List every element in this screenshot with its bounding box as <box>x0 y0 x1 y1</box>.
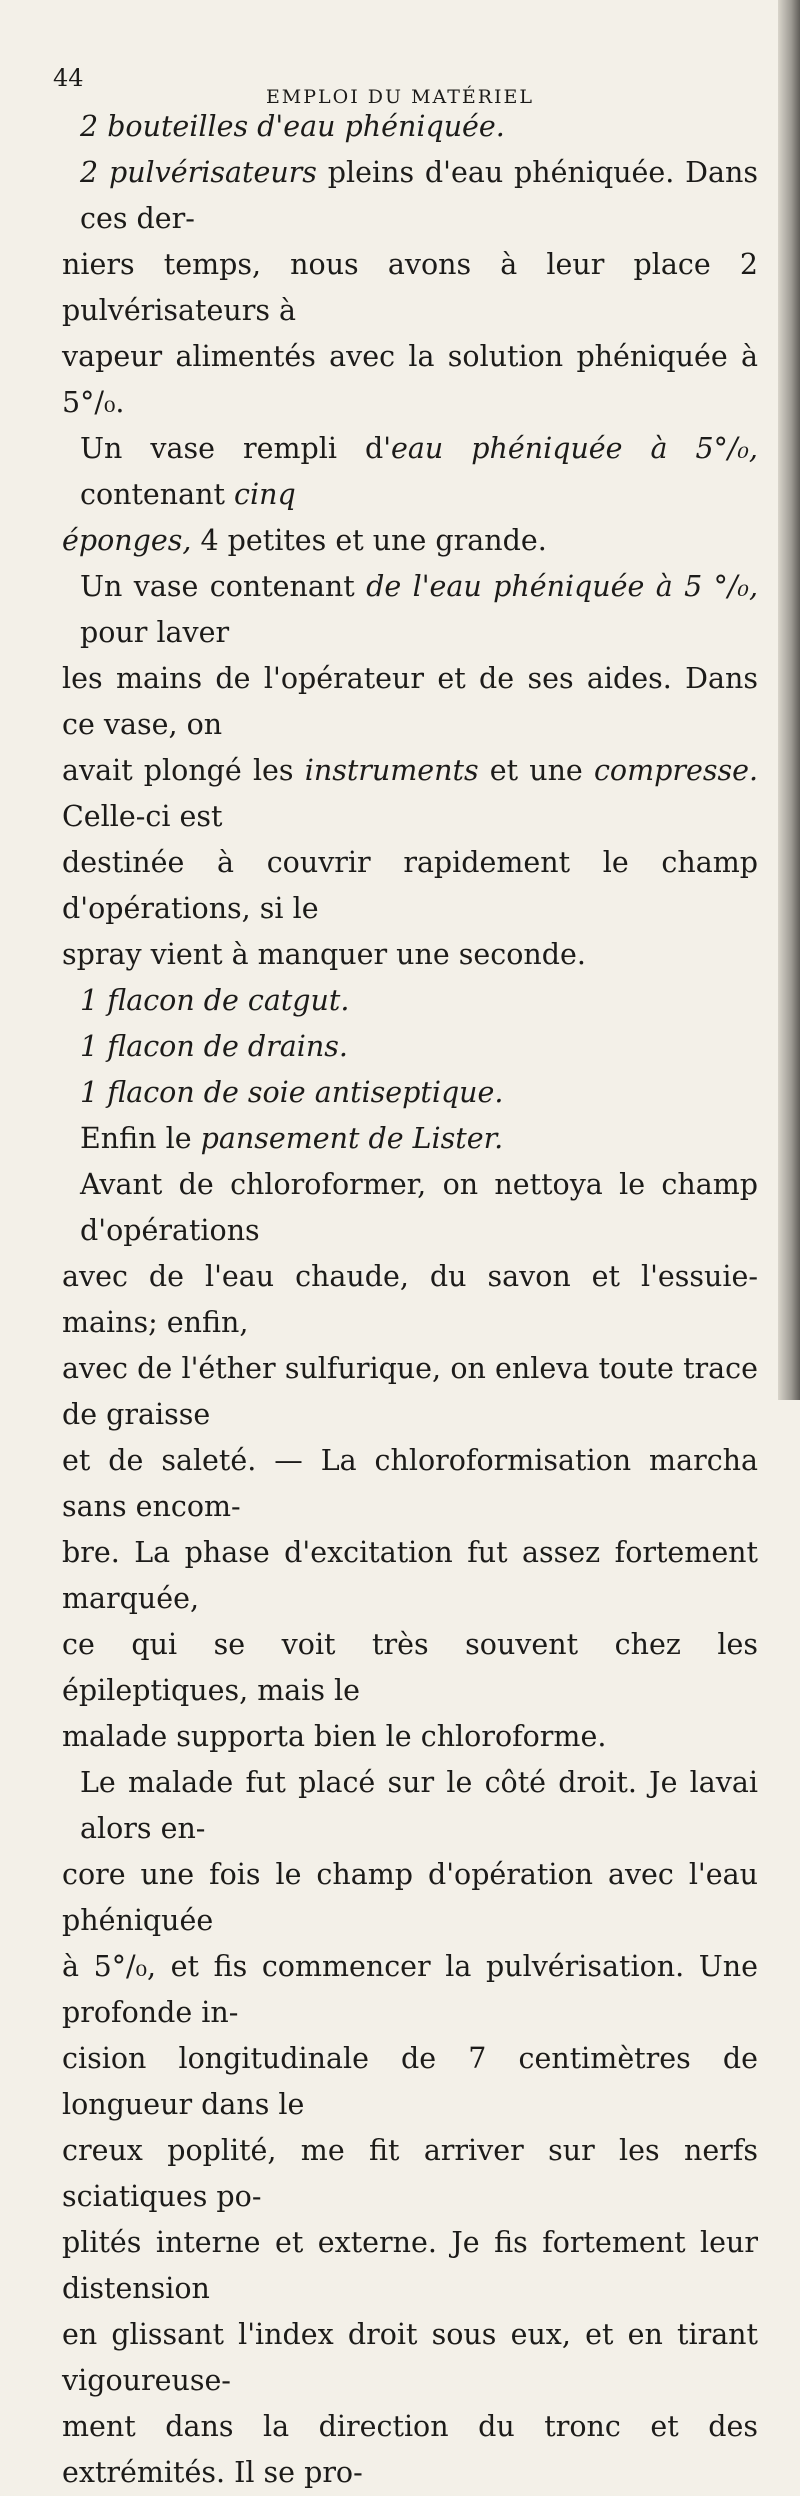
text-line: avait plongé les instruments et une compresse. Celle-ci est <box>62 754 759 833</box>
running-head: EMPLOI DU MATÉRIEL <box>265 86 535 108</box>
text-line: core une fois le champ d'opération avec l'eau phéniquée <box>62 1858 758 1937</box>
text-line: 1 flacon de drains. <box>80 1030 348 1063</box>
page-number: 44 <box>53 64 84 92</box>
text-line: 2 pulvérisateurs pleins d'eau phéniquée. Dans ces der- <box>80 156 758 235</box>
text-line: Un vase rempli d'eau phéniquée à 5°/₀, contenant cinq <box>80 432 758 511</box>
body-text <box>62 104 758 2496</box>
text-line: à 5°/₀, et fis commencer la pulvérisation. Une profonde in- <box>62 1950 758 2029</box>
text-line: destinée à couvrir rapidement le champ d'opérations, si le <box>62 846 758 925</box>
text-line: avec de l'éther sulfurique, on enleva toute trace de graisse <box>62 1352 758 1431</box>
text-line: plités interne et externe. Je fis fortement leur distension <box>62 2226 758 2305</box>
page-edge-shadow <box>778 0 800 1400</box>
text-line: avec de l'eau chaude, du savon et l'essuie-mains; enfin, <box>62 1260 758 1339</box>
text-line: ment dans la direction du tronc et des extrémités. Il se pro- <box>62 2410 758 2489</box>
text-line: éponges, 4 petites et une grande. <box>62 524 547 557</box>
text-line: spray vient à manquer une seconde. <box>62 938 586 971</box>
text-line: vapeur alimentés avec la solution phéniquée à 5°/₀. <box>62 340 758 419</box>
text-line: 1 flacon de soie antiseptique. <box>80 1076 504 1109</box>
text-line: 1 flacon de catgut. <box>80 984 350 1017</box>
text-line: Avant de chloroformer, on nettoya le champ d'opérations <box>80 1168 758 1247</box>
text-line: malade supporta bien le chloroforme. <box>62 1720 607 1753</box>
text-line: les mains de l'opérateur et de ses aides. Dans ce vase, on <box>62 662 758 741</box>
text-line: Le malade fut placé sur le côté droit. Je lavai alors en- <box>80 1766 758 1845</box>
text-line: et de saleté. — La chloroformisation marcha sans encom- <box>62 1444 758 1523</box>
text-line: Un vase contenant de l'eau phéniquée à 5 °/₀, pour laver <box>80 570 759 649</box>
text-line: creux poplité, me fit arriver sur les nerfs sciatiques po- <box>62 2134 758 2213</box>
text-line: 2 bouteilles d'eau phéniquée. <box>80 110 505 143</box>
text-line: Enfin le pansement de Lister. <box>80 1122 504 1155</box>
text-line: niers temps, nous avons à leur place 2 pulvérisateurs à <box>62 248 758 327</box>
text-line: cision longitudinale de 7 centimètres de longueur dans le <box>62 2042 758 2121</box>
text-line: bre. La phase d'excitation fut assez fortement marquée, <box>62 1536 758 1615</box>
text-line: en glissant l'index droit sous eux, et en tirant vigoureuse- <box>62 2318 758 2397</box>
text-line: ce qui se voit très souvent chez les épileptiques, mais le <box>62 1628 758 1707</box>
